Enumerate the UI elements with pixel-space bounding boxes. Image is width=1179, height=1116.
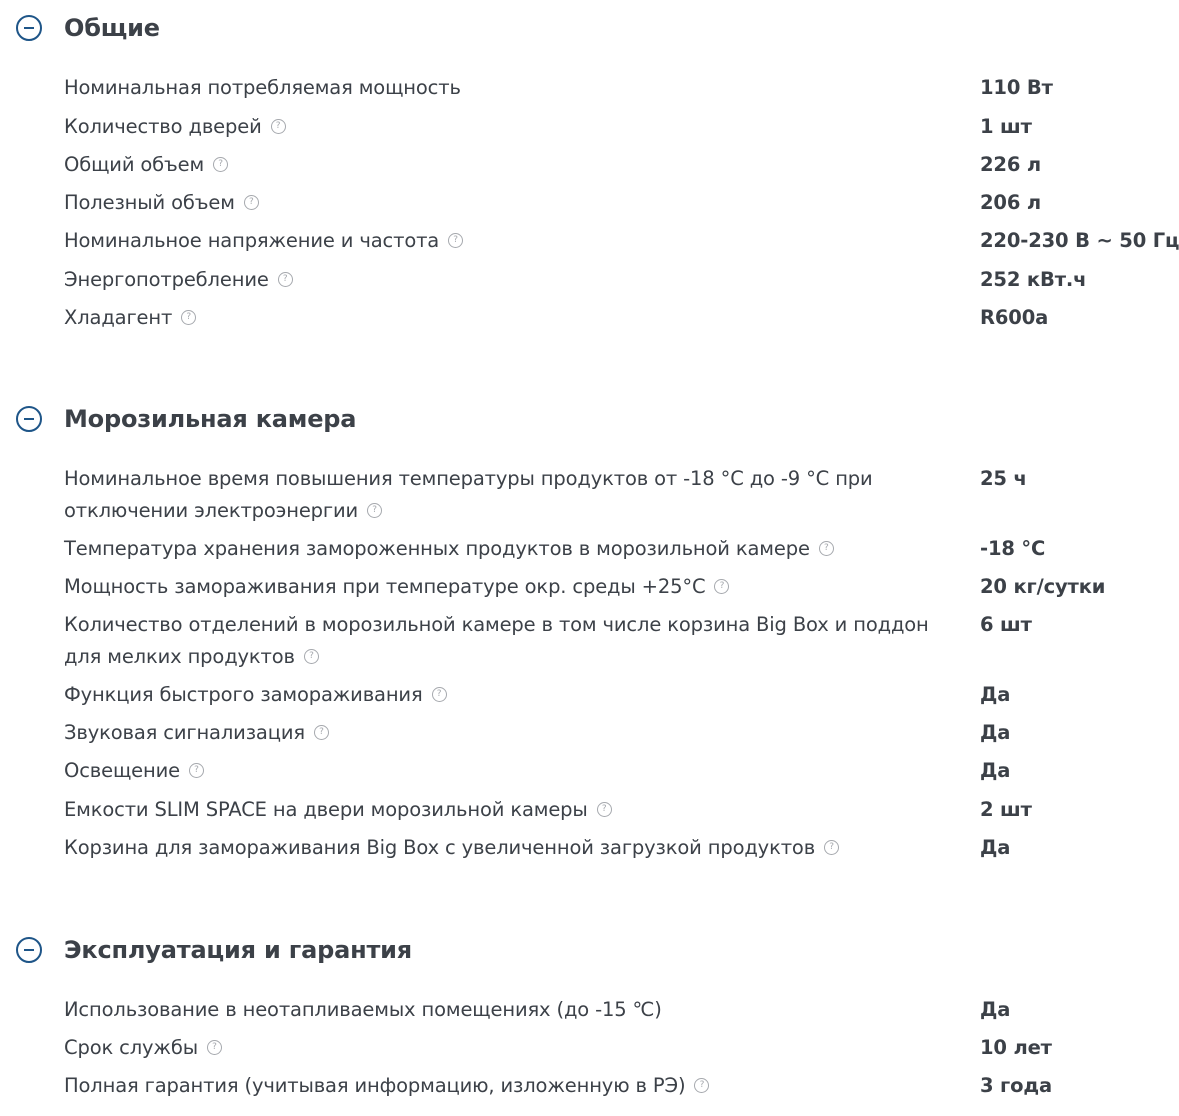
help-question-icon[interactable]: [181, 310, 196, 325]
collapse-minus-icon[interactable]: [16, 406, 42, 432]
help-question-icon[interactable]: [278, 272, 293, 287]
spec-label: Мощность замораживания при температуре окр. среды +25°С?: [64, 571, 964, 603]
help-question-icon[interactable]: [244, 195, 259, 210]
help-question-icon[interactable]: [597, 802, 612, 817]
section-general: [0, 10, 1179, 329]
spec-label: Полезный объем?: [64, 187, 964, 219]
help-question-icon[interactable]: [824, 840, 839, 855]
spec-label: Хладагент?: [64, 302, 964, 334]
spec-label: Номинальное время повышения температуры продуктов от -18 °С до -9 °С при отключении электроэнергии?: [64, 463, 964, 526]
help-question-icon[interactable]: [213, 157, 228, 172]
spec-label: Полная гарантия (учитывая информацию, изложенную в РЭ)?: [64, 1070, 964, 1102]
spec-value: 110 Вт: [980, 76, 1053, 99]
spec-label: Срок службы?: [64, 1032, 964, 1064]
collapse-minus-icon[interactable]: [16, 937, 42, 963]
help-question-icon[interactable]: [714, 579, 729, 594]
help-question-icon[interactable]: [448, 233, 463, 248]
spec-label: Звуковая сигнализация?: [64, 717, 964, 749]
help-question-icon[interactable]: [819, 541, 834, 556]
spec-value: 206 л: [980, 190, 1042, 214]
spec-value: 220-230 В ~ 50 Гц: [980, 229, 1179, 252]
spec-label: Корзина для замораживания Big Box с увеличенной загрузкой продуктов?: [64, 832, 964, 864]
collapse-minus-icon[interactable]: [16, 15, 42, 41]
spec-value: R600a: [980, 305, 1049, 329]
spec-label: Температура хранения замороженных продуктов в морозильной камере?: [64, 533, 964, 565]
section-title: Общие: [64, 14, 160, 43]
spec-value: Да: [980, 759, 1011, 782]
section-operation-warranty-header[interactable]: [0, 932, 1157, 970]
spec-value: 6 шт: [980, 613, 1032, 636]
help-question-icon[interactable]: [694, 1078, 709, 1093]
help-question-icon[interactable]: [432, 687, 447, 702]
help-question-icon[interactable]: [314, 725, 329, 740]
section-freezer-header[interactable]: [0, 401, 1157, 439]
spec-value: Да: [980, 721, 1011, 744]
spec-value: Да: [980, 683, 1011, 706]
spec-label: Количество дверей?: [64, 111, 964, 143]
spec-value: 10 лет: [980, 1036, 1052, 1059]
spec-value: 25 ч: [980, 467, 1027, 490]
help-question-icon[interactable]: [367, 503, 382, 518]
help-question-icon[interactable]: [304, 649, 319, 664]
spec-label: Использование в неотапливаемых помещениях (до -15 ℃): [64, 998, 662, 1021]
section-operation-warranty: [0, 932, 1157, 1097]
spec-value: 252 кВт.ч: [980, 267, 1087, 291]
spec-value: 226 л: [980, 152, 1042, 176]
spec-label: Номинальная потребляемая мощность: [64, 76, 461, 99]
spec-label: Освещение?: [64, 755, 964, 787]
help-question-icon[interactable]: [271, 119, 286, 134]
section-title: Морозильная камера: [64, 405, 357, 434]
spec-value: Да: [980, 998, 1011, 1021]
spec-label: Энергопотребление?: [64, 264, 964, 296]
section-general-header[interactable]: [0, 10, 1157, 48]
spec-value: 20 кг/сутки: [980, 575, 1106, 598]
spec-value: Да: [980, 836, 1011, 859]
spec-label: Общий объем?: [64, 149, 964, 181]
spec-label: Количество отделений в морозильной камере в том числе корзина Big Box и поддон для мелких продуктов?: [64, 609, 964, 672]
spec-label: Функция быстрого замораживания?: [64, 679, 964, 711]
spec-label: Номинальное напряжение и частота?: [64, 225, 964, 257]
spec-value: 2 шт: [980, 798, 1032, 821]
help-question-icon[interactable]: [207, 1040, 222, 1055]
spec-value: -18 °C: [980, 537, 1046, 560]
spec-label: Емкости SLIM SPACE на двери морозильной камеры?: [64, 794, 964, 826]
help-question-icon[interactable]: [189, 763, 204, 778]
section-freezer: [0, 401, 1157, 859]
spec-value: 3 года: [980, 1074, 1052, 1097]
spec-value: 1 шт: [980, 114, 1032, 138]
section-title: Эксплуатация и гарантия: [64, 936, 413, 965]
